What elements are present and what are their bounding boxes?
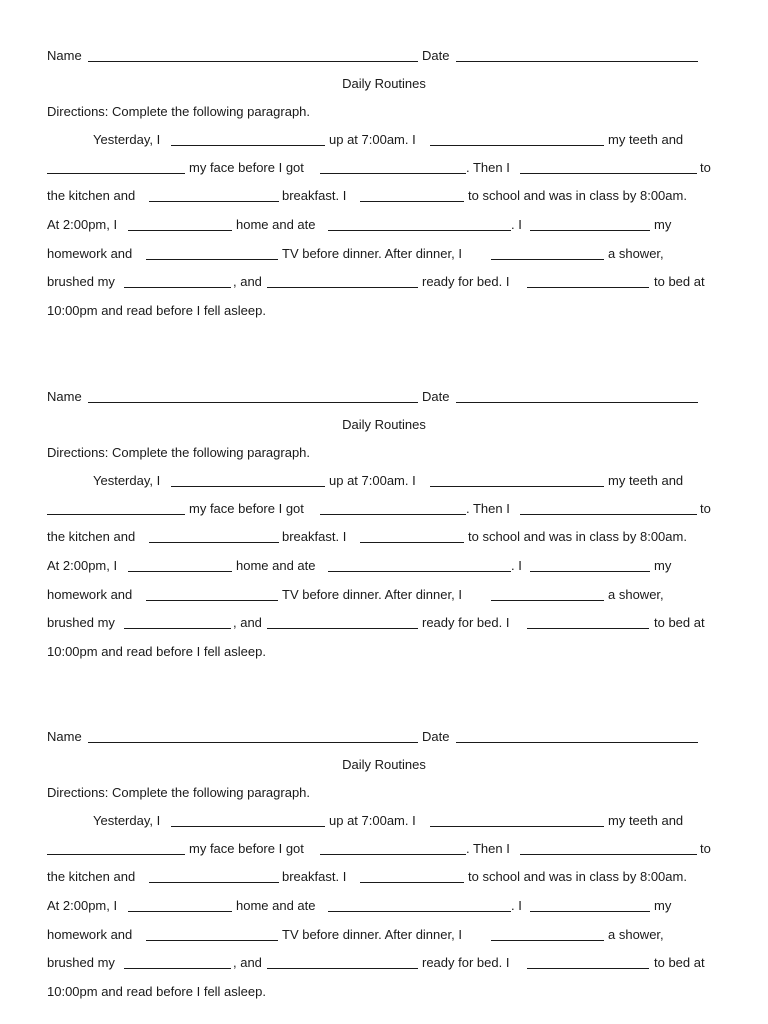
blank-woke[interactable] bbox=[171, 131, 325, 146]
date-blank[interactable] bbox=[456, 47, 698, 62]
paragraph-line-6 bbox=[47, 954, 717, 972]
paragraph-line-4 bbox=[47, 216, 717, 234]
text-segment: At 2:00pm, I bbox=[47, 217, 118, 232]
paragraph-line-3 bbox=[47, 528, 717, 546]
text-segment: . I bbox=[511, 217, 522, 232]
paragraph-line-5 bbox=[47, 245, 717, 263]
text-segment: . Then I bbox=[466, 841, 510, 856]
worksheet-title: Daily Routines bbox=[342, 76, 426, 91]
text-segment: breakfast. I bbox=[282, 188, 347, 203]
text-segment: TV before dinner. After dinner, I bbox=[282, 587, 462, 602]
paragraph-line-3 bbox=[47, 187, 717, 205]
blank-did[interactable] bbox=[530, 557, 650, 572]
name-date-row bbox=[47, 388, 707, 406]
text-segment: the kitchen and bbox=[47, 529, 136, 544]
blank-walked[interactable] bbox=[360, 868, 464, 883]
blank-took[interactable] bbox=[491, 245, 604, 260]
text-segment: my teeth and bbox=[608, 132, 684, 147]
date-blank[interactable] bbox=[456, 388, 698, 403]
blank-dressed[interactable] bbox=[320, 159, 466, 174]
text-segment: , and bbox=[233, 955, 262, 970]
blank-dressed[interactable] bbox=[320, 500, 466, 515]
text-segment: my face before I got bbox=[189, 501, 304, 516]
blank-did[interactable] bbox=[530, 216, 650, 231]
paragraph-line-4 bbox=[47, 897, 717, 915]
text-segment: 10:00pm and read before I fell asleep. bbox=[47, 644, 266, 659]
paragraph-line-2 bbox=[47, 840, 717, 858]
text-segment: my bbox=[654, 898, 672, 913]
text-segment: home and ate bbox=[236, 558, 316, 573]
blank-came[interactable] bbox=[128, 897, 232, 912]
text-segment: breakfast. I bbox=[282, 869, 347, 884]
text-segment: my teeth and bbox=[608, 813, 684, 828]
text-segment: , and bbox=[233, 274, 262, 289]
text-segment: to bed at bbox=[654, 274, 705, 289]
blank-snack[interactable] bbox=[328, 557, 511, 572]
text-segment: breakfast. I bbox=[282, 529, 347, 544]
text-segment: . I bbox=[511, 558, 522, 573]
blank-got[interactable] bbox=[267, 954, 418, 969]
directions-text: Directions: Complete the following paragraph. bbox=[47, 785, 311, 800]
text-segment: to school and was in class by 8:00am. bbox=[468, 869, 687, 884]
text-segment: a shower, bbox=[608, 587, 664, 602]
name-date-row bbox=[47, 47, 707, 65]
text-segment: a shower, bbox=[608, 927, 664, 942]
paragraph-line-1 bbox=[47, 812, 717, 830]
name-blank[interactable] bbox=[88, 728, 418, 743]
name-blank[interactable] bbox=[88, 47, 418, 62]
blank-went[interactable] bbox=[520, 159, 697, 174]
directions-text: Directions: Complete the following paragraph. bbox=[47, 104, 311, 119]
blank-walked[interactable] bbox=[360, 187, 464, 202]
blank-ate[interactable] bbox=[149, 187, 279, 202]
text-segment: ready for bed. I bbox=[422, 615, 510, 630]
blank-snack[interactable] bbox=[328, 216, 511, 231]
blank-watched[interactable] bbox=[146, 245, 278, 260]
text-segment: to bed at bbox=[654, 615, 705, 630]
text-segment: homework and bbox=[47, 246, 133, 261]
name-label: Name bbox=[47, 48, 82, 63]
date-blank[interactable] bbox=[456, 728, 698, 743]
blank-brushed[interactable] bbox=[430, 131, 604, 146]
blank-took[interactable] bbox=[491, 586, 604, 601]
text-segment: At 2:00pm, I bbox=[47, 898, 118, 913]
text-segment: to bbox=[700, 501, 711, 516]
blank-snack[interactable] bbox=[328, 897, 511, 912]
text-segment: brushed my bbox=[47, 955, 115, 970]
text-segment: the kitchen and bbox=[47, 188, 136, 203]
date-label: Date bbox=[422, 48, 450, 63]
paragraph-line-2 bbox=[47, 500, 717, 518]
name-label: Name bbox=[47, 389, 82, 404]
text-segment: , and bbox=[233, 615, 262, 630]
name-blank[interactable] bbox=[88, 388, 418, 403]
blank-teeth[interactable] bbox=[124, 273, 231, 288]
text-segment: homework and bbox=[47, 587, 133, 602]
text-segment: to bbox=[700, 160, 711, 175]
text-segment: At 2:00pm, I bbox=[47, 558, 118, 573]
blank-got[interactable] bbox=[267, 614, 418, 629]
blank-went-bed[interactable] bbox=[527, 273, 649, 288]
blank-went-bed[interactable] bbox=[527, 614, 649, 629]
worksheet bbox=[0, 0, 768, 340]
worksheet bbox=[0, 681, 768, 1021]
worksheet-title: Daily Routines bbox=[342, 417, 426, 432]
text-segment: Yesterday, I bbox=[93, 813, 161, 828]
name-date-row bbox=[47, 728, 707, 746]
text-segment: to bbox=[700, 841, 711, 856]
blank-came[interactable] bbox=[128, 216, 232, 231]
text-segment: ready for bed. I bbox=[422, 955, 510, 970]
text-segment: . Then I bbox=[466, 501, 510, 516]
paragraph-line-2 bbox=[47, 159, 717, 177]
worksheet bbox=[0, 341, 768, 681]
date-label: Date bbox=[422, 729, 450, 744]
paragraph-line-5 bbox=[47, 586, 717, 604]
paragraph-line-5 bbox=[47, 926, 717, 944]
text-segment: up at 7:00am. I bbox=[329, 473, 416, 488]
blank-walked[interactable] bbox=[360, 528, 464, 543]
text-segment: TV before dinner. After dinner, I bbox=[282, 927, 462, 942]
blank-washed[interactable] bbox=[47, 159, 185, 174]
text-segment: to school and was in class by 8:00am. bbox=[468, 188, 687, 203]
blank-brushed[interactable] bbox=[430, 812, 604, 827]
text-segment: my bbox=[654, 217, 672, 232]
text-segment: 10:00pm and read before I fell asleep. bbox=[47, 984, 266, 999]
text-segment: up at 7:00am. I bbox=[329, 813, 416, 828]
paragraph-line-3 bbox=[47, 868, 717, 886]
paragraph-line-6 bbox=[47, 273, 717, 291]
text-segment: brushed my bbox=[47, 615, 115, 630]
text-segment: Yesterday, I bbox=[93, 132, 161, 147]
date-label: Date bbox=[422, 389, 450, 404]
worksheet-title: Daily Routines bbox=[342, 757, 426, 772]
paragraph-line-4 bbox=[47, 557, 717, 575]
text-segment: my bbox=[654, 558, 672, 573]
text-segment: . I bbox=[511, 898, 522, 913]
blank-watched[interactable] bbox=[146, 586, 278, 601]
paragraph-line-1 bbox=[47, 472, 717, 490]
text-segment: to bed at bbox=[654, 955, 705, 970]
name-label: Name bbox=[47, 729, 82, 744]
paragraph-line-6 bbox=[47, 614, 717, 632]
text-segment: my teeth and bbox=[608, 473, 684, 488]
blank-watched[interactable] bbox=[146, 926, 278, 941]
blank-brushed[interactable] bbox=[430, 472, 604, 487]
blank-did[interactable] bbox=[530, 897, 650, 912]
blank-went[interactable] bbox=[520, 840, 697, 855]
blank-woke[interactable] bbox=[171, 472, 325, 487]
blank-woke[interactable] bbox=[171, 812, 325, 827]
blank-teeth[interactable] bbox=[124, 954, 231, 969]
text-segment: my face before I got bbox=[189, 160, 304, 175]
text-segment: 10:00pm and read before I fell asleep. bbox=[47, 303, 266, 318]
blank-teeth[interactable] bbox=[124, 614, 231, 629]
blank-ate[interactable] bbox=[149, 868, 279, 883]
text-segment: home and ate bbox=[236, 217, 316, 232]
blank-came[interactable] bbox=[128, 557, 232, 572]
text-segment: up at 7:00am. I bbox=[329, 132, 416, 147]
text-segment: ready for bed. I bbox=[422, 274, 510, 289]
blank-got[interactable] bbox=[267, 273, 418, 288]
directions-text: Directions: Complete the following paragraph. bbox=[47, 445, 311, 460]
text-segment: the kitchen and bbox=[47, 869, 136, 884]
paragraph-line-1 bbox=[47, 131, 717, 149]
blank-went-bed[interactable] bbox=[527, 954, 649, 969]
blank-washed[interactable] bbox=[47, 840, 185, 855]
text-segment: my face before I got bbox=[189, 841, 304, 856]
text-segment: Yesterday, I bbox=[93, 473, 161, 488]
blank-washed[interactable] bbox=[47, 500, 185, 515]
blank-dressed[interactable] bbox=[320, 840, 466, 855]
blank-went[interactable] bbox=[520, 500, 697, 515]
text-segment: home and ate bbox=[236, 898, 316, 913]
text-segment: . Then I bbox=[466, 160, 510, 175]
text-segment: brushed my bbox=[47, 274, 115, 289]
text-segment: homework and bbox=[47, 927, 133, 942]
blank-ate[interactable] bbox=[149, 528, 279, 543]
text-segment: to school and was in class by 8:00am. bbox=[468, 529, 687, 544]
text-segment: a shower, bbox=[608, 246, 664, 261]
blank-took[interactable] bbox=[491, 926, 604, 941]
text-segment: TV before dinner. After dinner, I bbox=[282, 246, 462, 261]
